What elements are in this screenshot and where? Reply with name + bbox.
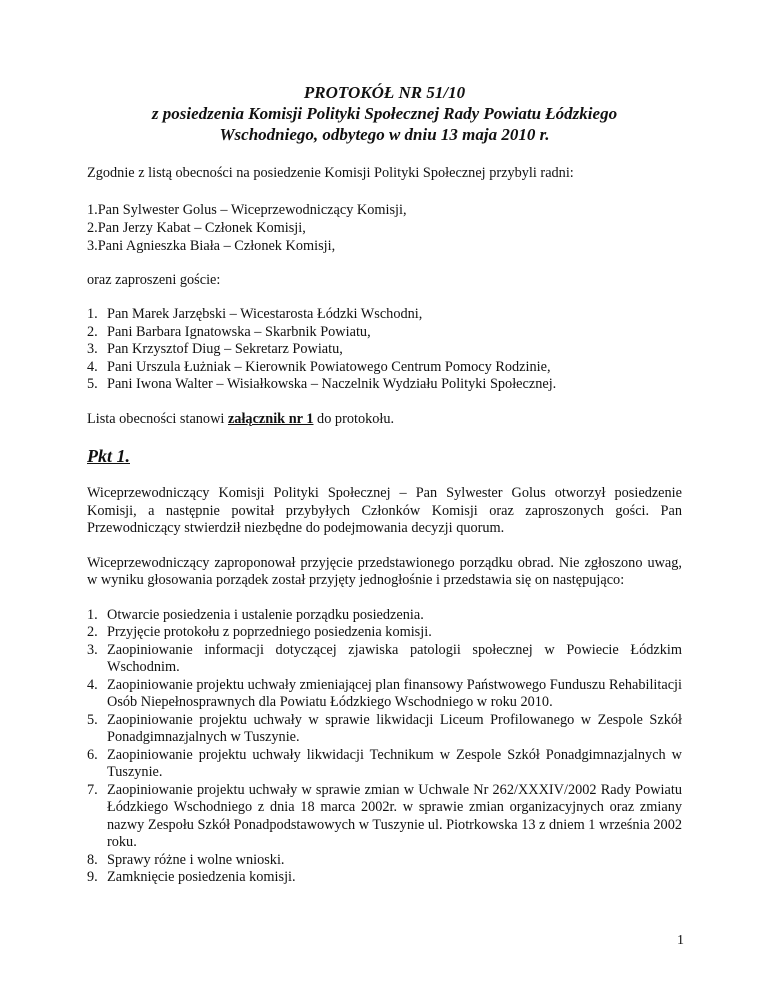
agenda-item <box>87 747 682 782</box>
agenda-number: 5. <box>87 711 98 728</box>
guest-text: Pani Iwona Walter – Wisiałkowska – Naczelnik Wydziału Polityki Społecznej. <box>107 376 557 392</box>
title-line-2: z posiedzenia Komisji Polityki Społecznej Rady Powiatu Łódzkiego <box>151 104 618 123</box>
guest-text: Pan Marek Jarzębski – Wicestarosta Łódzki Wschodni, <box>107 306 423 322</box>
agenda-item <box>87 869 682 887</box>
guest-item <box>87 359 682 377</box>
guest-text: Pani Barbara Ignatowska – Skarbnik Powiatu, <box>107 323 371 340</box>
guest-item <box>87 306 682 324</box>
agenda-text: Otwarcie posiedzenia i ustalenie porządku posiedzenia. <box>107 606 424 623</box>
agenda-number: 3. <box>87 641 98 658</box>
agenda-number: 4. <box>87 676 98 693</box>
page-number: 1 <box>677 933 684 948</box>
guest-item <box>87 341 682 359</box>
agenda-item <box>87 642 682 677</box>
agenda-item <box>87 677 682 712</box>
guest-item <box>87 324 682 342</box>
title-line-1: PROTOKÓŁ NR 51/10 <box>303 83 466 102</box>
member-item: 2.Pan Jerzy Kabat – Członek Komisji, <box>87 219 306 236</box>
agenda-number: 1. <box>87 606 98 623</box>
agenda-text: Zaopiniowanie projektu uchwały w sprawie likwidacji Liceum Profilowanego w Zespole Szkół Ponadgimnazjalnych w Tuszynie. <box>107 711 682 745</box>
attachment-reference: załącznik nr 1 <box>227 410 314 427</box>
agenda-text: Zaopiniowanie projektu uchwały w sprawie zmian w Uchwale Nr 262/XXXIV/2002 Rady Powiatu Łódzkiego Wschodniego z dnia 18 marca 2002r. w sprawie zmian organizacyjnych oraz zmiany nazwy Zespołu Szkół Ponadpodstawowych w Tuszynie ul. Piotrkowska 13 z dniem 1 września 2002 roku. <box>107 781 682 850</box>
attachment-before: Lista obecności stanowi <box>87 410 228 427</box>
agenda-text: Zaopiniowanie projektu uchwały likwidacji Technikum w Zespole Szkół Ponadgimnazjalnych w Tuszynie. <box>107 746 682 780</box>
guest-text: Pan Krzysztof Diug – Sekretarz Powiatu, <box>107 341 343 357</box>
guest-number: 3. <box>87 341 98 357</box>
agenda-paragraph: Wiceprzewodniczący zaproponował przyjęcie przedstawionego porządku obrad. Nie zgłoszono uwag, w wyniku głosowania porządek został przyjęty jednogłośnie i przedstawia się on następująco: <box>87 554 682 588</box>
attachment-after: do protokołu. <box>313 410 395 427</box>
guest-item <box>87 376 682 394</box>
guest-number: 1. <box>87 306 98 322</box>
agenda-text: Przyjęcie protokołu z poprzedniego posiedzenia komisji. <box>107 624 432 640</box>
guests-list <box>87 306 682 394</box>
document-title <box>87 82 682 145</box>
guest-text: Pani Urszula Łużniak – Kierownik Powiatowego Centrum Pomocy Rodzinie, <box>107 358 551 375</box>
agenda-item <box>87 624 682 642</box>
section-heading: Pkt 1. <box>87 446 130 466</box>
agenda-number: 7. <box>87 781 98 798</box>
agenda-number: 2. <box>87 624 98 640</box>
agenda-text: Sprawy różne i wolne wnioski. <box>107 851 285 868</box>
agenda-item <box>87 607 682 625</box>
agenda-text: Zaopiniowanie informacji dotyczącej zjawiska patologii społecznej w Powiecie Łódzkim Wschodnim. <box>107 641 682 675</box>
agenda-number: 9. <box>87 869 98 885</box>
agenda-item <box>87 712 682 747</box>
agenda-number: 6. <box>87 746 98 763</box>
attachment-note <box>87 411 682 429</box>
attendance-intro: Zgodnie z listą obecności na posiedzenie Komisji Polityki Społecznej przybyli radni: <box>87 165 574 181</box>
member-item: 3.Pani Agnieszka Biała – Członek Komisji, <box>87 237 336 254</box>
agenda-number: 8. <box>87 851 98 868</box>
agenda-item <box>87 782 682 852</box>
members-list <box>87 201 682 255</box>
agenda-list <box>87 607 682 887</box>
document-page <box>87 82 682 887</box>
agenda-text: Zaopiniowanie projektu uchwały zmieniającej plan finansowy Państwowego Funduszu Rehabilitacji Osób Niepełnosprawnych dla Powiatu Łódzkiego Wschodniego w roku 2010. <box>107 676 682 710</box>
guest-number: 4. <box>87 358 98 375</box>
agenda-text: Zamknięcie posiedzenia komisji. <box>107 869 296 885</box>
guest-number: 5. <box>87 376 98 392</box>
guest-number: 2. <box>87 323 98 340</box>
opening-paragraph: Wiceprzewodniczący Komisji Polityki Społecznej – Pan Sylwester Golus otworzył posiedzenie Komisji, a następnie powitał przybyłych Członków Komisji oraz zaproszonych gości. Pan Przewodniczący stwierdził niezbędne do podejmowania decyzji quorum. <box>87 485 682 536</box>
agenda-item <box>87 852 682 870</box>
title-line-3: Wschodniego, odbytego w dniu 13 maja 2010 r. <box>219 125 550 144</box>
member-item: 1.Pan Sylwester Golus – Wiceprzewodniczący Komisji, <box>87 201 407 218</box>
guests-intro: oraz zaproszeni goście: <box>87 271 221 288</box>
